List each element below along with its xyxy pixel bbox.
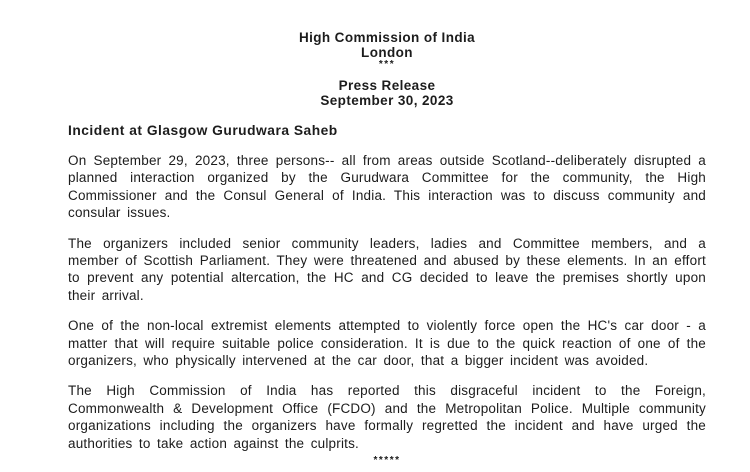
document-body xyxy=(68,123,706,467)
organization-name: High Commission of India xyxy=(298,30,476,45)
organization-city: London xyxy=(361,45,413,60)
document-header xyxy=(68,30,706,108)
document-date: September 30, 2023 xyxy=(320,93,454,108)
paragraph-2: The organizers included senior community leaders, ladies and Committee members, and a member of Scottish Parliament. They were threatened and abused by these elements. In an effort to prevent any potential altercation, the HC and CG decided to leave the premises shortly upon their arrival. xyxy=(68,235,706,303)
paragraph-4: The High Commission of India has reported this disgraceful incident to the Foreign, Commonwealth & Development Office (FCDO) and the Metropolitan Police. Multiple community organizations including the organizers have formally regretted the incident and have urged the authorities to take action against the culprits. xyxy=(68,383,706,451)
footer-separator: ***** xyxy=(373,455,401,467)
document-type: Press Release xyxy=(338,78,436,93)
paragraph-3: One of the non-local extremist elements attempted to violently force open the HC's car door - a matter that will require suitable police consideration. It is due to the quick reaction of one of the organizers, who physically intervened at the car door, that a bigger incident was avoided. xyxy=(68,318,706,369)
header-separator: *** xyxy=(378,59,396,70)
document-title: Incident at Glasgow Gurudwara Saheb xyxy=(68,123,338,138)
release-block xyxy=(68,78,706,108)
paragraph-1: On September 29, 2023, three persons-- all from areas outside Scotland--deliberately disrupted a planned interaction organized by the Gurudwara Committee for the community, the High Commissioner and the Consul General of India. This interaction was to discuss community and consular issues. xyxy=(68,153,706,221)
